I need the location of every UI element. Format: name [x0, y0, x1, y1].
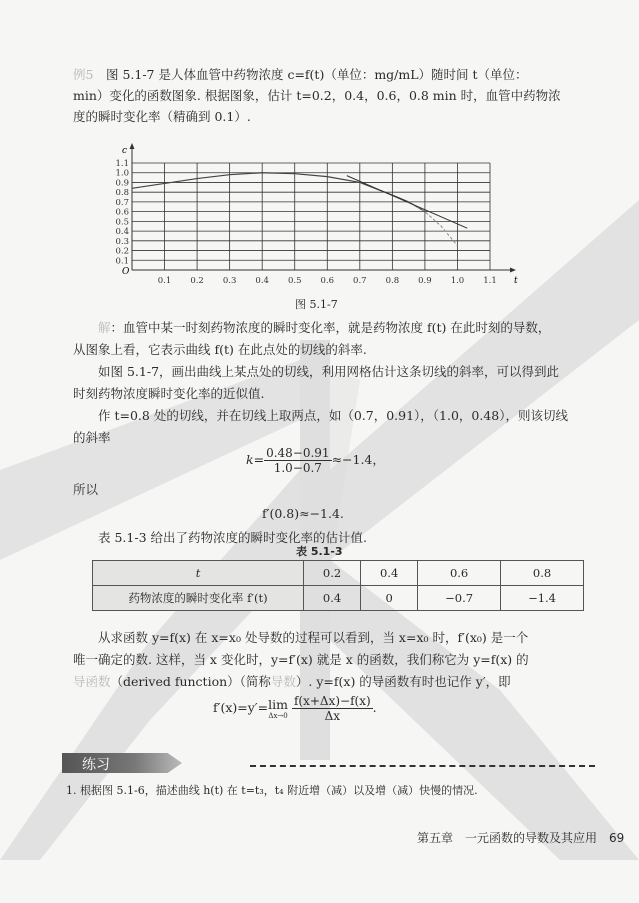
table-cell: 0 — [361, 586, 418, 611]
x-axis-label: t — [514, 276, 518, 286]
result-formula: f′(0.8)≈−1.4. — [262, 506, 344, 521]
x-tick-label: 0.2 — [190, 276, 204, 286]
y-axis-arrow — [130, 143, 135, 149]
y-tick-label: 0.8 — [115, 188, 129, 199]
x-tick-label: 0.3 — [222, 276, 237, 286]
y-tick-label: 0.5 — [115, 217, 129, 228]
table-cell: 0.2 — [304, 561, 361, 586]
so-text: 所以 — [73, 482, 99, 497]
table-intro: 表 5.1-3 给出了药物浓度的瞬时变化率的估计值. — [98, 530, 367, 545]
figure-caption: 图 5.1-7 — [295, 298, 338, 311]
divider — [250, 765, 595, 767]
table-row — [93, 586, 584, 611]
example-label: 例5 — [73, 67, 94, 82]
solution-label: 解 — [98, 320, 111, 335]
concentration-chart — [100, 140, 520, 295]
curve-dashed-tail — [409, 202, 458, 246]
text: . — [372, 700, 377, 715]
table-cell: 0.6 — [418, 561, 501, 586]
x-tick-label: 1.0 — [450, 276, 465, 286]
derivative-formula — [213, 694, 377, 723]
table-cell: −1.4 — [501, 586, 584, 611]
text: ）. y=f(x) 的导函数有时也记作 y′，即 — [295, 674, 511, 689]
term: 导函数 — [73, 674, 111, 689]
text: （derived function）（简称 — [110, 674, 271, 689]
rate-table — [92, 560, 584, 611]
table-cell: 0.4 — [361, 561, 418, 586]
text: 0.48−0.91 — [266, 446, 330, 460]
table-cell: 药物浓度的瞬时变化率 f′(t) — [93, 586, 304, 611]
table-row — [93, 561, 584, 586]
paragraph-line-2: 唯一确定的数. 这样，当 x 变化时，y=f′(x) 就是 x 的函数，我们称它为 y=f(x) 的 — [73, 652, 529, 667]
y-tick-label: 0.4 — [115, 227, 129, 238]
x-tick-label: 1.1 — [483, 276, 497, 286]
y-tick-label: 0.9 — [115, 178, 129, 189]
table-caption: 表 5.1-3 — [296, 545, 343, 558]
x-tick-label: 0.6 — [320, 276, 335, 286]
y-axis-label: c — [122, 146, 128, 156]
solution-line-5: 作 t=0.8 处的切线，并在切线上取两点，如（0.7，0.91），（1.0，0.48），则该切线 — [98, 408, 568, 423]
y-tick-label: 0.1 — [115, 256, 129, 267]
paragraph-line-1: 从求函数 y=f(x) 在 x=x₀ 处导数的过程可以看到，当 x=x₀ 时，f′(x₀) 是一个 — [98, 630, 529, 645]
exercise-title: 练习 — [82, 757, 110, 773]
x-tick-label: 0.1 — [157, 276, 172, 286]
chapter-title: 第五章 一元函数的导数及其应用 — [417, 831, 598, 845]
text: f′(x)=y′= — [213, 700, 269, 715]
x-tick-label: 0.7 — [353, 276, 367, 286]
x-tick-label: 0.5 — [287, 276, 302, 286]
x-tick-label: 0.4 — [255, 276, 269, 286]
exercise-item: 1. 根据图 5.1-6，描述曲线 h(t) 在 t=t₃，t₄ 附近增（减）以及增（减）快慢的情况. — [66, 784, 478, 797]
origin-label: O — [122, 267, 130, 277]
table-cell: 0.4 — [304, 586, 361, 611]
slope-formula — [246, 446, 385, 475]
table-cell: −0.7 — [418, 586, 501, 611]
text: Δx — [324, 709, 341, 723]
page-footer — [417, 829, 624, 846]
x-tick-label: 0.8 — [385, 276, 400, 286]
solution-line-6: 的斜率 — [73, 430, 111, 445]
text: Δx→0 — [268, 712, 288, 720]
term: 导数 — [270, 674, 296, 689]
text: f(x+Δx)−f(x) — [293, 694, 371, 708]
solution-line-2: 从图象上看，它表示曲线 f(t) 在此点处的切线的斜率. — [73, 342, 367, 357]
solution-line-3: 如图 5.1-7，画出曲线上某点处的切线，利用网格估计这条切线的斜率，可以得到此 — [98, 364, 560, 379]
y-tick-label: 0.3 — [115, 236, 129, 247]
text: lim — [268, 697, 288, 712]
y-tick-label: 0.7 — [115, 197, 129, 208]
y-tick-label: 1.0 — [115, 168, 129, 179]
solution-line-4: 时刻药物浓度瞬时变化率的近似值. — [73, 386, 265, 401]
table-cell: 0.8 — [501, 561, 584, 586]
text: t — [195, 566, 201, 580]
y-tick-label: 1.1 — [115, 159, 129, 169]
text: k= — [246, 452, 265, 467]
text: ≈−1.4， — [331, 452, 385, 467]
paragraph-line-3 — [73, 672, 511, 692]
solution-line-1 — [98, 318, 550, 338]
example-line-3: 度的瞬时变化率（精确到 0.1）. — [73, 109, 251, 124]
example-line-2: min）变化的函数图象. 根据图象，估计 t=0.2，0.4，0.6，0.8 min 时，血管中药物浓 — [73, 88, 561, 103]
y-tick-label: 0.2 — [115, 246, 129, 257]
exercise-banner — [62, 753, 182, 773]
text: ：血管中某一时刻药物浓度的瞬时变化率，就是药物浓度 f(t) 在此时刻的导数， — [110, 320, 551, 335]
table-cell — [93, 561, 304, 586]
text: 1.0−0.7 — [273, 461, 322, 475]
y-tick-label: 0.6 — [115, 207, 129, 218]
x-tick-label: 0.9 — [418, 276, 432, 286]
x-axis-arrow — [510, 268, 516, 273]
page-number: 69 — [609, 831, 625, 845]
text: 图 5.1-7 是人体血管中药物浓度 c=f(t)（单位：mg/mL）随时间 t（单位： — [105, 67, 528, 82]
example-line-1 — [73, 65, 528, 85]
